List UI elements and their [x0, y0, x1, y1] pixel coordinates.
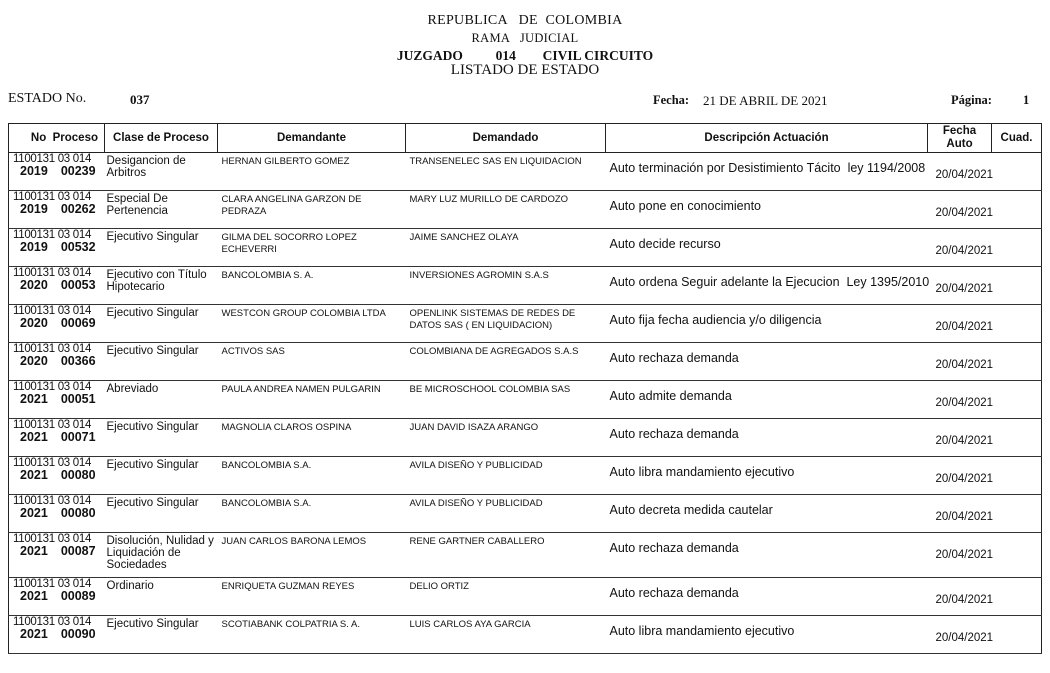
descripcion-text: Auto fija fecha audiencia y/o diligencia [609, 313, 822, 327]
proceso-year: 2021 [20, 430, 48, 444]
cell-no-proceso [9, 153, 105, 191]
cell-cuad [992, 305, 1042, 343]
proceso-year: 2021 [20, 506, 48, 520]
proceso-number: 00069 [60, 316, 96, 330]
fecha-auto-text: 20/04/2021 [935, 435, 994, 447]
cell-clase [105, 419, 218, 457]
header-republica: REPUBLICA DE COLOMBIA [427, 13, 623, 28]
table-body [9, 153, 1042, 654]
table-row [9, 229, 1042, 267]
cell-fecha-auto [928, 495, 992, 533]
cell-demandante [218, 229, 406, 267]
cell-clase [105, 578, 218, 616]
proceso-year: 2021 [20, 544, 48, 558]
cell-fecha-auto [928, 267, 992, 305]
cell-no-proceso [9, 616, 105, 654]
cell-descripcion [606, 191, 928, 229]
proceso-prefix: 1100131 03 014 [13, 381, 92, 393]
demandado-text: JUAN DAVID ISAZA ARANGO [409, 422, 539, 433]
cell-demandado [406, 495, 606, 533]
col-descripcion: Descripción Actuación [606, 124, 928, 153]
cell-cuad [992, 267, 1042, 305]
cell-no-proceso [9, 381, 105, 419]
proceso-prefix: 1100131 03 014 [13, 533, 92, 545]
demandante-text: SCOTIABANK COLPATRIA S. A. [221, 619, 360, 630]
fecha-auto-text: 20/04/2021 [935, 473, 994, 485]
demandante-text: ENRIQUETA GUZMAN REYES [221, 581, 355, 592]
juzgado-number: 014 [495, 48, 516, 63]
cell-demandado [406, 578, 606, 616]
estado-number: 037 [130, 92, 150, 107]
demandante-text: HERNAN GILBERTO GOMEZ [221, 156, 350, 167]
cell-descripcion [606, 616, 928, 654]
proceso-prefix: 1100131 03 014 [13, 191, 92, 203]
cell-demandante [218, 533, 406, 578]
cell-fecha-auto [928, 229, 992, 267]
clase-text: Disolución, Nulidad y Liquidación de Sociedades [106, 535, 214, 571]
descripcion-text: Auto libra mandamiento ejecutivo [609, 465, 795, 479]
cell-cuad [992, 533, 1042, 578]
proceso-number: 00090 [60, 627, 96, 641]
cell-descripcion [606, 343, 928, 381]
fecha-auto-text: 20/04/2021 [935, 632, 994, 644]
cell-no-proceso [9, 191, 105, 229]
table-row [9, 533, 1042, 578]
descripcion-text: Auto rechaza demanda [609, 586, 739, 600]
cell-no-proceso [9, 343, 105, 381]
cell-cuad [992, 229, 1042, 267]
cell-descripcion [606, 305, 928, 343]
cell-fecha-auto [928, 578, 992, 616]
fecha-auto-text: 20/04/2021 [935, 321, 994, 333]
clase-text: Ejecutivo Singular [106, 231, 199, 243]
proceso-number: 00051 [60, 392, 96, 406]
cell-descripcion [606, 229, 928, 267]
cell-no-proceso [9, 305, 105, 343]
demandante-text: PAULA ANDREA NAMEN PULGARIN [221, 384, 381, 395]
demandante-text: WESTCON GROUP COLOMBIA LTDA [221, 308, 386, 319]
cell-demandado [406, 343, 606, 381]
proceso-year: 2021 [20, 468, 48, 482]
clase-text: Ejecutivo Singular [106, 459, 199, 471]
clase-text: Especial De Pertenencia [106, 193, 168, 217]
cell-demandado [406, 457, 606, 495]
table-row [9, 495, 1042, 533]
proceso-prefix: 1100131 03 014 [13, 457, 92, 469]
juzgado-type: CIVIL CIRCUITO [542, 48, 654, 63]
descripcion-text: Auto admite demanda [609, 389, 732, 403]
cell-descripcion [606, 267, 928, 305]
clase-text: Ejecutivo Singular [106, 421, 199, 433]
cell-fecha-auto [928, 457, 992, 495]
pagina-value: 1 [1023, 93, 1030, 107]
proceso-year: 2019 [20, 164, 48, 178]
cell-fecha-auto [928, 616, 992, 654]
cell-cuad [992, 578, 1042, 616]
cell-cuad [992, 153, 1042, 191]
proceso-number: 00053 [60, 278, 96, 292]
proceso-prefix: 1100131 03 014 [13, 495, 92, 507]
demandante-text: CLARA ANGELINA GARZON DE PEDRAZA [221, 194, 362, 217]
demandante-text: BANCOLOMBIA S. A. [221, 270, 314, 281]
demandado-text: DELIO ORTIZ [409, 581, 469, 592]
cell-descripcion [606, 419, 928, 457]
cell-descripcion [606, 533, 928, 578]
clase-text: Ejecutivo Singular [106, 618, 199, 630]
fecha-auto-text: 20/04/2021 [935, 207, 994, 219]
cell-fecha-auto [928, 343, 992, 381]
cell-fecha-auto [928, 381, 992, 419]
cell-clase [105, 305, 218, 343]
cell-descripcion [606, 381, 928, 419]
cell-no-proceso [9, 578, 105, 616]
descripcion-text: Auto pone en conocimiento [609, 199, 761, 213]
cell-clase [105, 495, 218, 533]
fecha-label: Fecha: [653, 93, 690, 107]
cell-cuad [992, 495, 1042, 533]
proceso-number: 00089 [60, 589, 96, 603]
col-fecha-auto [928, 124, 992, 153]
cell-demandado [406, 616, 606, 654]
proceso-number: 00071 [60, 430, 96, 444]
cell-cuad [992, 616, 1042, 654]
proceso-number: 00532 [60, 240, 96, 254]
demandado-text: TRANSENELEC SAS EN LIQUIDACION [409, 156, 582, 167]
proceso-year: 2021 [20, 627, 48, 641]
cell-no-proceso [9, 457, 105, 495]
cell-clase [105, 533, 218, 578]
proceso-prefix: 1100131 03 014 [13, 305, 92, 317]
table-row [9, 191, 1042, 229]
demandado-text: AVILA DISEÑO Y PUBLICIDAD [409, 460, 543, 471]
cell-no-proceso [9, 419, 105, 457]
cell-descripcion [606, 578, 928, 616]
cell-demandado [406, 267, 606, 305]
cell-fecha-auto [928, 153, 992, 191]
proceso-number: 00080 [60, 468, 96, 482]
cell-descripcion [606, 495, 928, 533]
col-cuad: Cuad. [992, 124, 1042, 153]
cell-demandante [218, 381, 406, 419]
cell-demandante [218, 267, 406, 305]
demandante-text: JUAN CARLOS BARONA LEMOS [221, 536, 367, 547]
col-demandante: Demandante [218, 124, 406, 153]
fecha-auto-text: 20/04/2021 [935, 549, 994, 561]
pagina-label: Página: [951, 93, 992, 107]
col-no-proceso: No Proceso [9, 124, 105, 153]
demandante-text: BANCOLOMBIA S.A. [221, 460, 312, 471]
descripcion-text: Auto ordena Seguir adelante la Ejecucion Ley 1395/2010 [609, 275, 930, 289]
cell-descripcion [606, 457, 928, 495]
demandado-text: JAIME SANCHEZ OLAYA [409, 232, 519, 243]
cell-demandante [218, 343, 406, 381]
demandado-text: INVERSIONES AGROMIN S.A.S [409, 270, 549, 281]
cell-no-proceso [9, 495, 105, 533]
descripcion-text: Auto rechaza demanda [609, 427, 739, 441]
proceso-prefix: 1100131 03 014 [13, 229, 92, 241]
proceso-prefix: 1100131 03 014 [13, 153, 92, 165]
proceso-prefix: 1100131 03 014 [13, 419, 92, 431]
table-row [9, 381, 1042, 419]
demandante-text: MAGNOLIA CLAROS OSPINA [221, 422, 352, 433]
proceso-year: 2021 [20, 589, 48, 603]
clase-text: Ejecutivo con Título Hipotecario [106, 269, 207, 293]
demandante-text: ACTIVOS SAS [221, 346, 285, 357]
cell-clase [105, 153, 218, 191]
descripcion-text: Auto rechaza demanda [609, 541, 739, 555]
cell-clase [105, 191, 218, 229]
proceso-year: 2020 [20, 316, 48, 330]
cell-demandante [218, 495, 406, 533]
proceso-year: 2020 [20, 354, 48, 368]
clase-text: Ordinario [106, 580, 154, 592]
fecha-auto-text: 20/04/2021 [935, 359, 994, 371]
table-row [9, 578, 1042, 616]
cell-fecha-auto [928, 419, 992, 457]
clase-text: Abreviado [106, 383, 159, 395]
clase-text: Desigancion de Arbitros [106, 155, 186, 179]
header-rama-judicial: RAMA JUDICIAL [471, 31, 579, 45]
cell-demandante [218, 305, 406, 343]
table-row [9, 343, 1042, 381]
fecha-auto-text: 20/04/2021 [935, 594, 994, 606]
descripcion-text: Auto libra mandamiento ejecutivo [609, 624, 795, 638]
fecha-value: 21 DE ABRIL DE 2021 [703, 93, 828, 108]
demandado-text: RENE GARTNER CABALLERO [409, 536, 545, 547]
proceso-number: 00087 [60, 544, 96, 558]
cell-cuad [992, 419, 1042, 457]
proceso-number: 00080 [60, 506, 96, 520]
cell-cuad [992, 381, 1042, 419]
demandado-text: COLOMBIANA DE AGREGADOS S.A.S [409, 346, 579, 357]
descripcion-text: Auto terminación por Desistimiento Tácito ley 1194/2008 [609, 161, 926, 175]
proceso-number: 00262 [60, 202, 96, 216]
cell-clase [105, 229, 218, 267]
cell-clase [105, 381, 218, 419]
estado-label: ESTADO No. [8, 91, 87, 106]
cell-clase [105, 616, 218, 654]
cell-demandado [406, 381, 606, 419]
estado-table [8, 123, 1042, 654]
juzgado-label: JUZGADO [396, 48, 463, 63]
cell-clase [105, 267, 218, 305]
proceso-number: 00239 [60, 164, 96, 178]
fecha-auto-text: 20/04/2021 [935, 511, 994, 523]
cell-no-proceso [9, 229, 105, 267]
header-listado: LISTADO DE ESTADO [450, 62, 600, 78]
cell-clase [105, 457, 218, 495]
cell-demandado [406, 419, 606, 457]
proceso-prefix: 1100131 03 014 [13, 578, 92, 590]
cell-demandante [218, 153, 406, 191]
cell-demandado [406, 191, 606, 229]
fecha-auto-text: 20/04/2021 [935, 169, 994, 181]
proceso-year: 2019 [20, 202, 48, 216]
proceso-year: 2020 [20, 278, 48, 292]
demandado-text: LUIS CARLOS AYA GARCIA [409, 619, 531, 630]
demandado-text: MARY LUZ MURILLO DE CARDOZO [409, 194, 569, 205]
descripcion-text: Auto rechaza demanda [609, 351, 739, 365]
cell-cuad [992, 191, 1042, 229]
proceso-number: 00366 [60, 354, 96, 368]
cell-fecha-auto [928, 191, 992, 229]
proceso-prefix: 1100131 03 014 [13, 616, 92, 628]
proceso-year: 2021 [20, 392, 48, 406]
clase-text: Ejecutivo Singular [106, 497, 199, 509]
cell-demandante [218, 419, 406, 457]
col-fecha-auto-line1: Fecha [942, 125, 977, 137]
cell-descripcion [606, 153, 928, 191]
clase-text: Ejecutivo Singular [106, 345, 199, 357]
descripcion-text: Auto decreta medida cautelar [609, 503, 773, 517]
descripcion-text: Auto decide recurso [609, 237, 721, 251]
cell-cuad [992, 343, 1042, 381]
cell-fecha-auto [928, 533, 992, 578]
table-row [9, 305, 1042, 343]
cell-clase [105, 343, 218, 381]
table-row [9, 616, 1042, 654]
table-header-row [9, 124, 1042, 153]
fecha-auto-text: 20/04/2021 [935, 397, 994, 409]
table-row [9, 267, 1042, 305]
demandante-text: GILMA DEL SOCORRO LOPEZ ECHEVERRI [221, 232, 357, 255]
table-row [9, 153, 1042, 191]
cell-fecha-auto [928, 305, 992, 343]
demandante-text: BANCOLOMBIA S.A. [221, 498, 312, 509]
cell-demandante [218, 578, 406, 616]
col-clase-proceso: Clase de Proceso [105, 124, 218, 153]
cell-demandante [218, 616, 406, 654]
cell-no-proceso [9, 533, 105, 578]
fecha-auto-text: 20/04/2021 [935, 245, 994, 257]
clase-text: Ejecutivo Singular [106, 307, 199, 319]
demandado-text: OPENLINK SISTEMAS DE REDES DE DATOS SAS ( EN LIQUIDACION) [409, 308, 576, 331]
table-row [9, 419, 1042, 457]
demandado-text: BE MICROSCHOOL COLOMBIA SAS [409, 384, 571, 395]
cell-demandado [406, 153, 606, 191]
col-fecha-auto-line2: Auto [946, 138, 973, 150]
cell-demandado [406, 533, 606, 578]
table-row [9, 457, 1042, 495]
cell-cuad [992, 457, 1042, 495]
cell-demandante [218, 457, 406, 495]
proceso-prefix: 1100131 03 014 [13, 267, 92, 279]
demandado-text: AVILA DISEÑO Y PUBLICIDAD [409, 498, 543, 509]
fecha-auto-text: 20/04/2021 [935, 283, 994, 295]
proceso-prefix: 1100131 03 014 [13, 343, 92, 355]
cell-demandante [218, 191, 406, 229]
col-demandado: Demandado [406, 124, 606, 153]
cell-demandado [406, 229, 606, 267]
cell-demandado [406, 305, 606, 343]
cell-no-proceso [9, 267, 105, 305]
proceso-year: 2019 [20, 240, 48, 254]
